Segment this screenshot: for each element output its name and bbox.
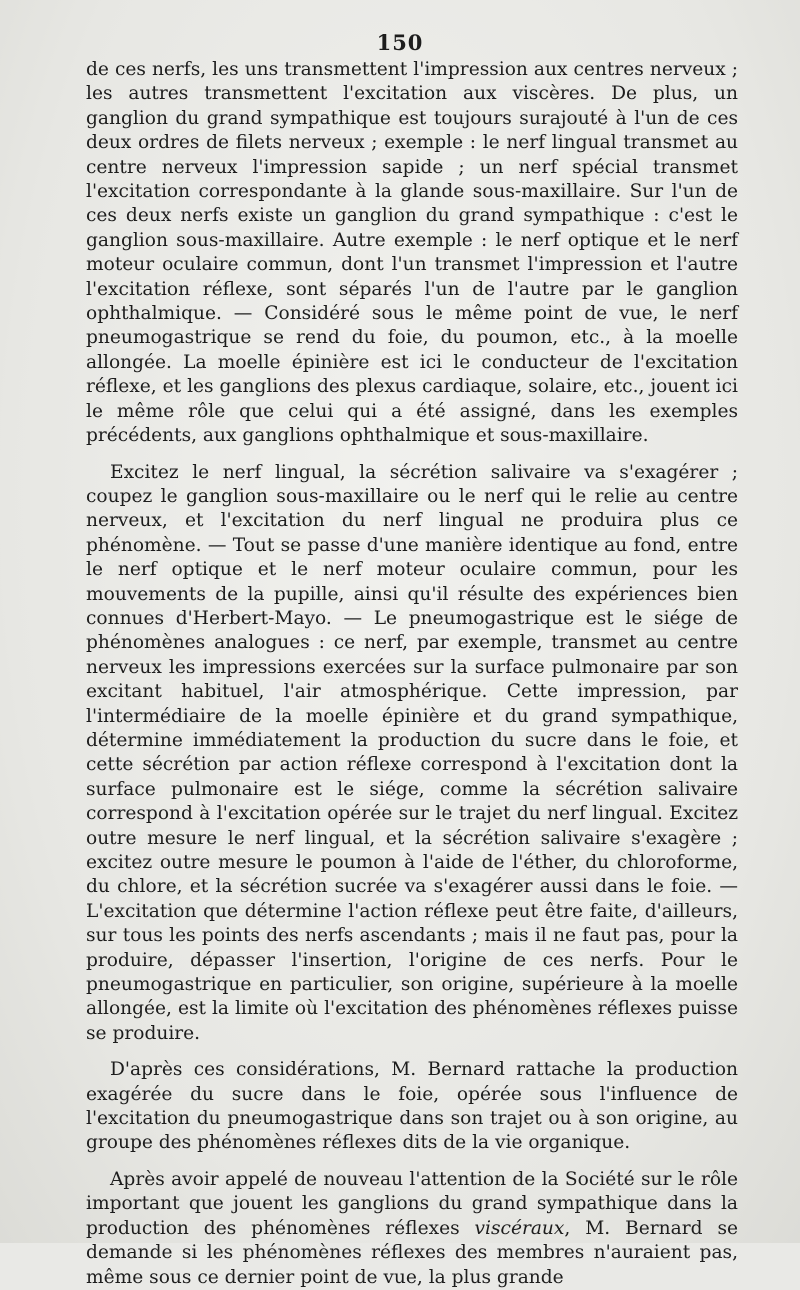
paragraph-considerations: D'après ces considérations, M. Bernard rattache la production exagérée du sucre dans le foie, opérée sous l'influence de l'excitation du pneumogastrique dans son trajet ou à son origine, au groupe des phénomènes réflexes dits de la vie organique. (86, 1059, 738, 1154)
paragraph-continued: de ces nerfs, les uns transmettent l'impression aux centres nerveux ; les autres transmettent l'excitation aux viscères. De plus, un ganglion du grand sympathique est toujours surajouté à l'un de ces deux ordres de filets nerveux ; exemple : le nerf lingual transmet au centre nerveux l'impression sapide ; un nerf spécial transmet l'excitation correspondante à la glande sous-maxillaire. Sur l'un de ces deux nerfs existe un ganglion du grand sympathique : c'est le ganglion sous-maxillaire. Autre exemple : le nerf optique et le nerf moteur oculaire commun, dont l'un transmet l'impression et l'autre l'excitation réflexe, sont séparés l'un de l'autre par le ganglion ophthalmique. — Considéré sous le même point de vue, le nerf pneumogastrique se rend du foie, du poumon, etc., à la moelle allongée. La moelle épinière est ici le conducteur de l'excitation réflexe, et les ganglions des plexus cardiaque, solaire, etc., jouent ici le même rôle que celui qui a été assigné, dans les exemples précédents, aux ganglions ophthalmique et sous-maxillaire. (86, 59, 738, 447)
paragraph-excitation: Excitez le nerf lingual, la sécrétion salivaire va s'exagérer ; coupez le ganglion sous-maxillaire ou le nerf qui le relie au centre nerveux, et l'excitation du nerf lingual ne produira plus ce phénomène. — Tout se passe d'une manière identique au fond, entre le nerf optique et le nerf moteur oculaire commun, pour les mouvements de la pupille, ainsi qu'il résulte des expériences bien connues d'Herbert-Mayo. — Le pneumogastrique est le siége de phénomènes analogues : ce nerf, par exemple, transmet au centre nerveux les impressions exercées sur la surface pulmonaire par son excitant habituel, l'air atmosphérique. Cette impression, par l'intermédiaire de la moelle épinière et du grand sympathique, détermine immédiatement la production du sucre dans le foie, et cette sécrétion par action réflexe correspond à l'excitation dont la surface pulmonaire est le siége, comme la sécrétion salivaire correspond à l'excitation opérée sur le trajet du nerf lingual. Excitez outre mesure le nerf lingual, et la sécrétion salivaire s'exagère ; excitez outre mesure le poumon à l'aide de l'éther, du chloroforme, du chlore, et la sécrétion sucrée va s'exagérer aussi dans le foie. — L'excitation que détermine l'action réflexe peut être faite, d'ailleurs, sur tous les points des nerfs ascendants ; mais il ne faut pas, pour la produire, dépasser l'insertion, l'origine de ces nerfs. Pour le pneumogastrique en particulier, son origine, supérieure à la moelle allongée, est la limite où l'excitation des phénomènes réflexes puisse se produire. (86, 461, 738, 1044)
emphasis-visceraux: viscéraux (474, 1217, 565, 1239)
body-text (86, 58, 738, 1290)
page-number: 150 (376, 30, 424, 55)
paragraph-reflexes (86, 1168, 738, 1290)
paragraph-reflexes-end: , M. Bernard se demande si les phénomènes réflexes des membres n'auraient pas, même sous ce dernier point de vue, la plus grande (86, 1217, 738, 1288)
paragraph-reflexes-start: Après avoir appelé de nouveau l'attention de la Société sur le rôle important que jouent les ganglions du grand sympathique dans la production des phénomènes réflexes (86, 1168, 738, 1239)
